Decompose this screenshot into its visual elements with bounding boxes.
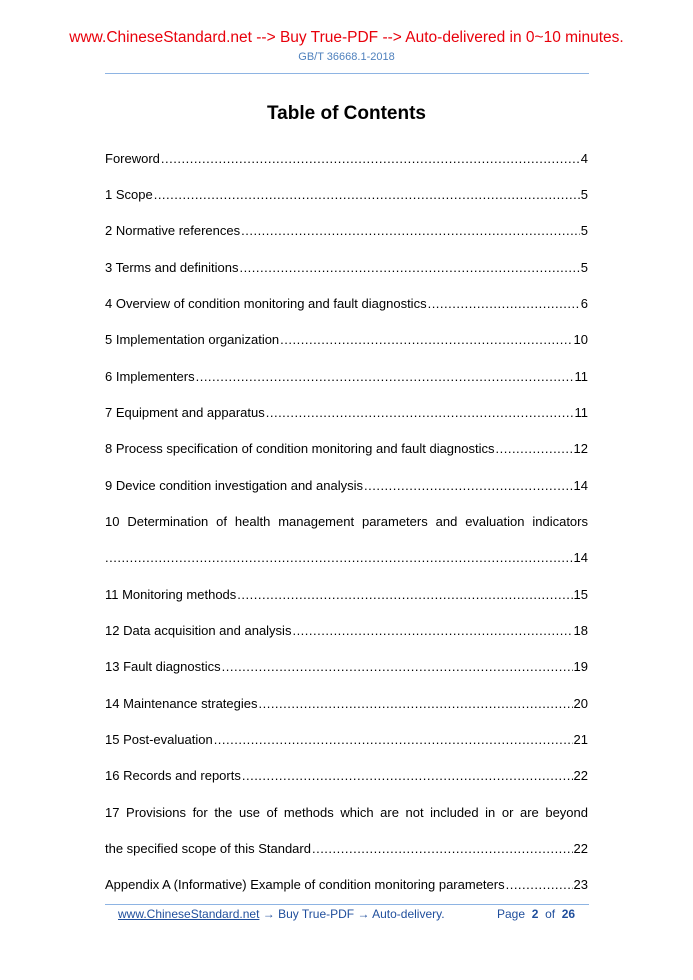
toc-entry-label: 3 Terms and definitions <box>105 260 239 275</box>
toc-entry-page: 4 <box>580 151 588 166</box>
toc-entry-page: 22 <box>573 768 588 783</box>
toc-entry-label: 15 Post-evaluation <box>105 732 213 747</box>
footer-text: → Buy True-PDF → Auto-delivery. <box>259 907 445 921</box>
toc-entry-1[interactable] <box>105 187 588 203</box>
toc-entry-label: 1 Scope <box>105 187 153 202</box>
toc-entry-10-line1[interactable] <box>105 514 588 530</box>
toc-entry-13[interactable] <box>105 659 588 675</box>
toc-entry-label: the specified scope of this Standard <box>105 841 311 856</box>
toc-entry-10-line2[interactable] <box>105 550 588 566</box>
toc-entry-label: 5 Implementation organization <box>105 332 280 347</box>
toc-entry-2[interactable] <box>105 223 588 239</box>
toc-entry-foreword[interactable] <box>105 151 588 167</box>
footer-link[interactable]: www.ChineseStandard.net <box>118 907 260 921</box>
toc-entry-5[interactable] <box>105 332 588 348</box>
page-current: 2 <box>531 907 539 921</box>
toc-entry-page: 14 <box>573 550 588 565</box>
toc-entry-label: 6 Implementers <box>105 369 195 384</box>
toc-entry-appendix-a[interactable] <box>105 877 588 893</box>
toc-entry-page: 11 <box>574 405 588 420</box>
toc-entry-label: 17 Provisions for the use of methods which are not included in or are beyond <box>105 805 588 820</box>
toc-entry-page: 15 <box>573 587 588 602</box>
toc-entry-15[interactable] <box>105 732 588 748</box>
toc-entry-3[interactable] <box>105 260 588 276</box>
toc-entry-page: 14 <box>573 478 588 493</box>
toc-entry-page: 10 <box>573 332 588 347</box>
toc-entry-17-line2[interactable] <box>105 841 588 857</box>
toc-entry-label: 10 Determination of health management parameters and evaluation indicators <box>105 514 588 529</box>
toc-entry-label: 13 Fault diagnostics <box>105 659 221 674</box>
toc-entry-page: 18 <box>573 623 588 638</box>
toc-entry-page: 5 <box>580 223 588 238</box>
standard-code: GB/T 36668.1-2018 <box>298 51 395 63</box>
page-indicator: Page 2 of 26 <box>497 907 576 921</box>
toc-entry-page: 5 <box>580 260 588 275</box>
toc-entry-page: 12 <box>573 441 588 456</box>
toc-entry-label: 12 Data acquisition and analysis <box>105 623 292 638</box>
toc-entry-label: Foreword <box>105 151 160 166</box>
toc-entry-label: 16 Records and reports <box>105 768 241 783</box>
footer-rule <box>105 904 589 905</box>
toc-entry-page: 11 <box>574 369 588 384</box>
toc-entry-label: 9 Device condition investigation and analysis <box>105 478 363 493</box>
footer <box>118 907 576 921</box>
toc-entry-page: 21 <box>573 732 588 747</box>
toc-entry-label: 2 Normative references <box>105 223 241 238</box>
header-rule <box>105 73 589 74</box>
toc-entry-9[interactable] <box>105 478 588 494</box>
toc-entry-12[interactable] <box>105 623 588 639</box>
toc-entry-page: 22 <box>573 841 588 856</box>
toc-entry-page: 20 <box>573 696 588 711</box>
toc-entry-6[interactable] <box>105 369 588 385</box>
toc-entry-17-line1[interactable] <box>105 805 588 821</box>
toc-entry-14[interactable] <box>105 696 588 712</box>
toc-entry-label: 4 Overview of condition monitoring and fault diagnostics <box>105 296 427 311</box>
toc-entry-page: 6 <box>580 296 588 311</box>
toc-entry-page: 23 <box>573 877 588 892</box>
toc-entry-label: Appendix A (Informative) Example of condition monitoring parameters <box>105 877 505 892</box>
toc-entry-label: 8 Process specification of condition monitoring and fault diagnostics <box>105 441 495 456</box>
toc-entry-label: 14 Maintenance strategies <box>105 696 258 711</box>
toc-entry-page: 5 <box>580 187 588 202</box>
toc-entry-label: 11 Monitoring methods <box>105 587 237 602</box>
toc-entry-8[interactable] <box>105 441 588 457</box>
header-banner[interactable]: www.ChineseStandard.net --> Buy True-PDF --> Auto-delivered in 0~10 minutes. <box>69 29 624 46</box>
toc-entry-16[interactable] <box>105 768 588 784</box>
toc-entry-page: 19 <box>573 659 588 674</box>
toc-entry-7[interactable] <box>105 405 588 421</box>
page-total: 26 <box>561 907 576 921</box>
toc-entry-4[interactable] <box>105 296 588 312</box>
toc-title: Table of Contents <box>266 103 427 124</box>
toc-entry-11[interactable] <box>105 587 588 603</box>
toc-entry-label: 7 Equipment and apparatus <box>105 405 265 420</box>
